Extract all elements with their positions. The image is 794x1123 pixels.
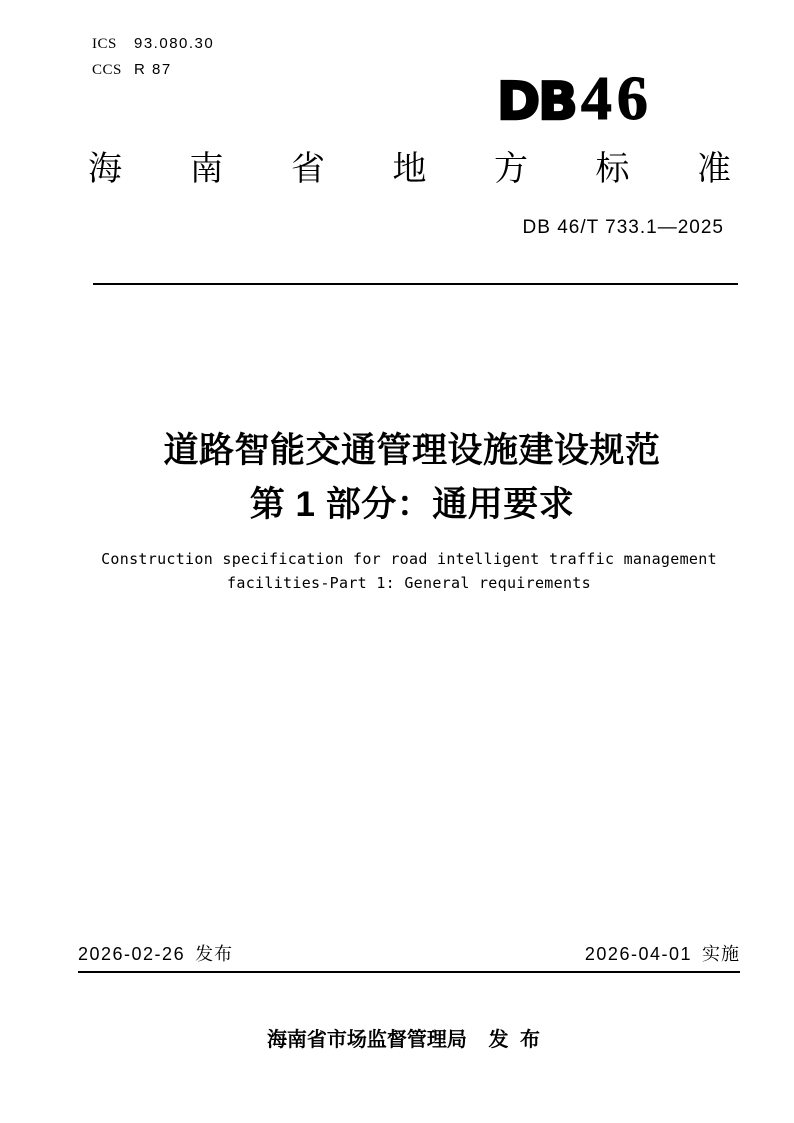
db46-logo: [497, 65, 653, 133]
ccs-value: R 87: [134, 61, 172, 78]
title-chinese: [30, 424, 794, 532]
footer-divider-line: [78, 971, 740, 973]
banner-char: 南: [189, 150, 224, 188]
title-english-line1: Construction specification for road intelligent traffic management: [101, 550, 717, 568]
banner-char: 省: [291, 150, 325, 188]
issue-label: 发布: [195, 944, 234, 964]
implementation-date: 2026-04-01: [584, 944, 692, 964]
publisher-row: [16, 1023, 794, 1052]
banner-char: 方: [494, 150, 528, 188]
issue-date: 2026-02-26: [78, 944, 186, 964]
ics-value: 93.080.30: [134, 35, 215, 52]
title-english-line2: facilities-Part 1: General requirements: [227, 574, 591, 592]
implementation-date-group: [585, 943, 740, 965]
banner-char: 海: [88, 150, 122, 188]
issue-date-group: [78, 943, 233, 965]
publisher-issue-label: 发 布: [488, 1029, 544, 1051]
ics-row: [92, 31, 214, 57]
db46-logo-prefix: DB: [497, 72, 576, 132]
implementation-label: 实施: [702, 944, 740, 964]
ics-label: ICS: [92, 36, 117, 52]
title-english: [24, 547, 794, 595]
dates-row: [78, 943, 740, 965]
publisher-name: 海南省市场监督管理局: [266, 1029, 467, 1051]
banner-char: 准: [697, 150, 731, 188]
classification-codes: [92, 31, 214, 83]
banner-char: 地: [392, 150, 427, 188]
ccs-label: CCS: [92, 62, 122, 78]
banner-char: 标: [595, 150, 630, 188]
province-standard-banner: [88, 149, 731, 189]
ccs-row: [92, 57, 214, 83]
header-divider-line: [93, 283, 738, 285]
standard-number: DB 46/T 733.1—2025: [522, 217, 724, 238]
title-chinese-line1: 道路智能交通管理设施建设规范: [163, 431, 661, 470]
db46-logo-region-code: 46: [580, 65, 653, 133]
title-chinese-line2: 第 1 部分：通用要求: [249, 485, 575, 524]
